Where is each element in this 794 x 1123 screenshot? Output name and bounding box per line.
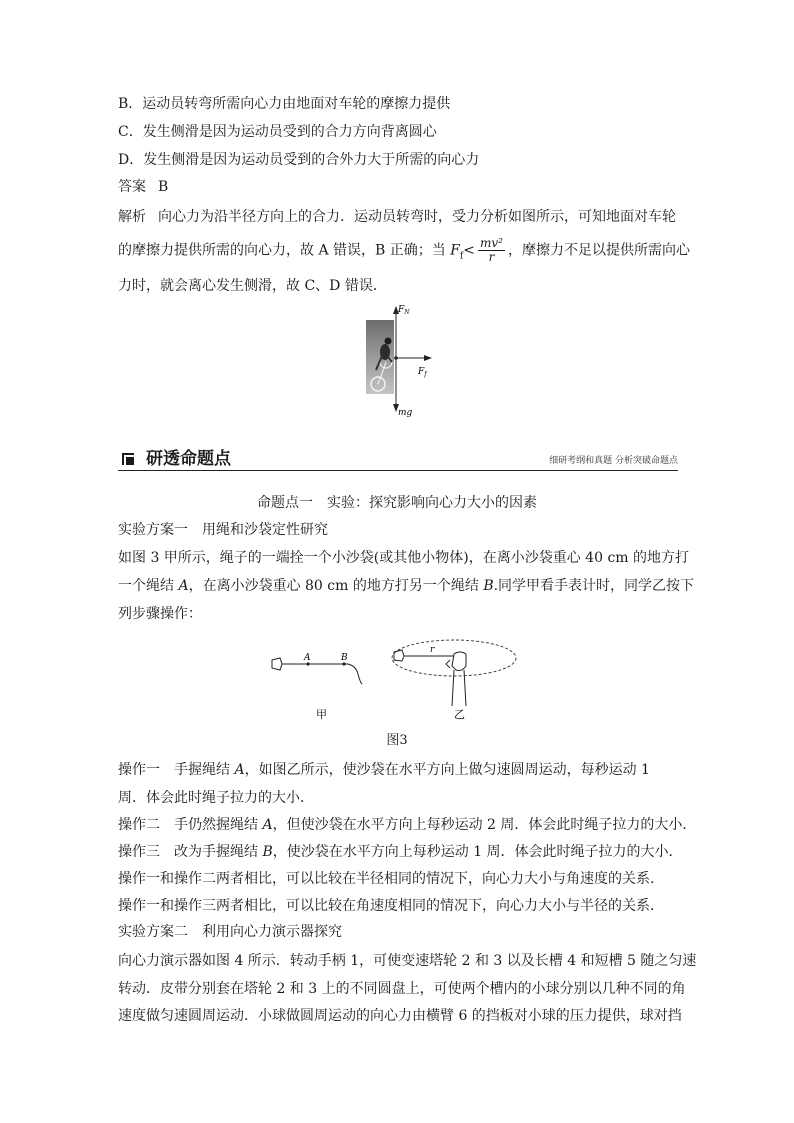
cyclist-force-diagram xyxy=(362,300,442,418)
section-subtitle: 细研考纲和真题 分析突破命题点 xyxy=(549,456,678,466)
analysis-line-1 xyxy=(118,207,676,227)
fraction-numerator: mv² xyxy=(480,236,503,250)
analysis-line-3: 力时，就会离心发生侧滑，故 C、D 错误． xyxy=(118,278,387,294)
friction-subscript: f xyxy=(459,251,464,262)
fraction-denominator: r xyxy=(488,250,495,264)
scheme1-para-3: 列步骤操作： xyxy=(118,606,202,622)
scheme1-para-2 xyxy=(118,576,694,596)
op1-text-a: 操作一 手握绳结 xyxy=(118,762,235,778)
scheme1-heading: 实验方案一 用绳和沙袋定性研究 xyxy=(118,522,328,538)
fig3-label-r: r xyxy=(430,645,435,655)
knot-a-label: A xyxy=(178,578,189,594)
op2-text-b: ，但使沙袋在水平方向上每秒运动 2 周．体会此时绳子拉力的大小． xyxy=(272,817,697,833)
section-title: 研透命题点 xyxy=(146,449,231,469)
op2-text-a: 操作二 手仍然握绳结 xyxy=(118,817,263,833)
operation-2 xyxy=(118,815,696,835)
hand-drawing xyxy=(452,652,466,671)
comparison-2: 操作一和操作三两者相比，可以比较在角速度相同的情况下，向心力大小与半径的关系． xyxy=(118,898,664,914)
section-header xyxy=(118,448,678,471)
option-c: C．发生侧滑是因为运动员受到的合力方向背离圆心 xyxy=(118,124,437,140)
scheme1-para-1: 如图 3 甲所示，绳子的一端拴一个小沙袋(或其他小物体)，在离小沙袋重心 40 cm 的地方打 xyxy=(118,550,690,566)
scheme1-text-2b: ，在离小沙袋重心 80 cm 的地方打另一个绳结 xyxy=(188,578,484,594)
op1-knot: A xyxy=(234,762,245,778)
analysis-text-1: 向心力为沿半径方向上的合力．运动员转弯时，受力分析如图所示，可知地面对车轮 xyxy=(158,209,676,225)
knot-b-label: B xyxy=(483,578,494,594)
op3-knot: B xyxy=(262,844,273,860)
fig3-caption-jia: 甲 xyxy=(316,708,327,721)
gravity-label: mg xyxy=(398,408,413,418)
answer-value: B xyxy=(158,179,169,195)
fig3-caption-yi: 乙 xyxy=(454,708,465,721)
normal-force-label: $F_N$ xyxy=(398,305,410,316)
analysis-line-2 xyxy=(118,237,690,269)
analysis-text-2a: 的摩擦力提供所需的向心力，故 A 错误，B 正确；当 xyxy=(118,242,451,259)
scheme2-para-2: 转动．皮带分别套在塔轮 2 和 3 上的不同圆盘上，可使两个槽内的小球分别以几种不同的角 xyxy=(118,981,686,997)
operation-3 xyxy=(118,842,683,862)
fig3-label-b: B xyxy=(341,653,348,663)
section-bracket-icon xyxy=(120,451,136,467)
scheme2-heading: 实验方案二 利用向心力演示器探究 xyxy=(118,924,342,940)
option-d: D．发生侧滑是因为运动员受到的合外力大于所需的向心力 xyxy=(118,152,480,168)
answer-label: 答案 xyxy=(118,179,146,195)
less-than: < xyxy=(463,242,475,259)
op3-text-a: 操作三 改为手握绳结 xyxy=(118,844,263,860)
analysis-text-2b: ，摩擦力不足以提供所需向心 xyxy=(507,242,690,259)
operation-1-line-2: 周．体会此时绳子拉力的大小． xyxy=(118,790,314,806)
op3-text-b: ，使沙袋在水平方向上每秒运动 1 周．体会此时绳子拉力的大小． xyxy=(272,844,683,860)
scheme1-text-2c: .同学甲看手表计时，同学乙按下 xyxy=(493,578,695,594)
friction-symbol: F xyxy=(450,242,460,259)
analysis-label: 解析 xyxy=(118,209,146,225)
operation-1-line-1 xyxy=(118,760,650,780)
figure3-caption: 图3 xyxy=(386,733,408,748)
scheme2-para-1: 向心力演示器如图 4 所示．转动手柄 1，可使变速塔轮 2 和 3 以及长槽 4 和短槽 5 随之匀速 xyxy=(118,953,697,969)
op2-knot: A xyxy=(262,817,273,833)
op1-text-b: ，如图乙所示，使沙袋在水平方向上做匀速圆周运动，每秒运动 1 xyxy=(244,762,650,778)
answer-line xyxy=(118,177,168,197)
scheme2-para-3: 速度做匀速圆周运动．小球做圆周运动的向心力由横臂 6 的挡板对小球的压力提供，球对挡 xyxy=(118,1008,682,1024)
figure-jia xyxy=(272,653,362,684)
topic-title: 命题点一 实验：探究影响向心力大小的因素 xyxy=(257,495,537,511)
rope-sandbag-figure xyxy=(262,636,522,726)
centripetal-fraction xyxy=(478,237,505,264)
figure-yi xyxy=(392,640,516,706)
fig3-label-a: A xyxy=(304,653,311,663)
scheme1-text-2a: 一个绳结 xyxy=(118,578,179,594)
comparison-1: 操作一和操作二两者相比，可以比较在半径相同的情况下，向心力大小与角速度的关系． xyxy=(118,871,664,887)
option-b: B．运动员转弯所需向心力由地面对车轮的摩擦力提供 xyxy=(118,96,451,112)
friction-force-label: $F_f$ xyxy=(418,367,427,378)
